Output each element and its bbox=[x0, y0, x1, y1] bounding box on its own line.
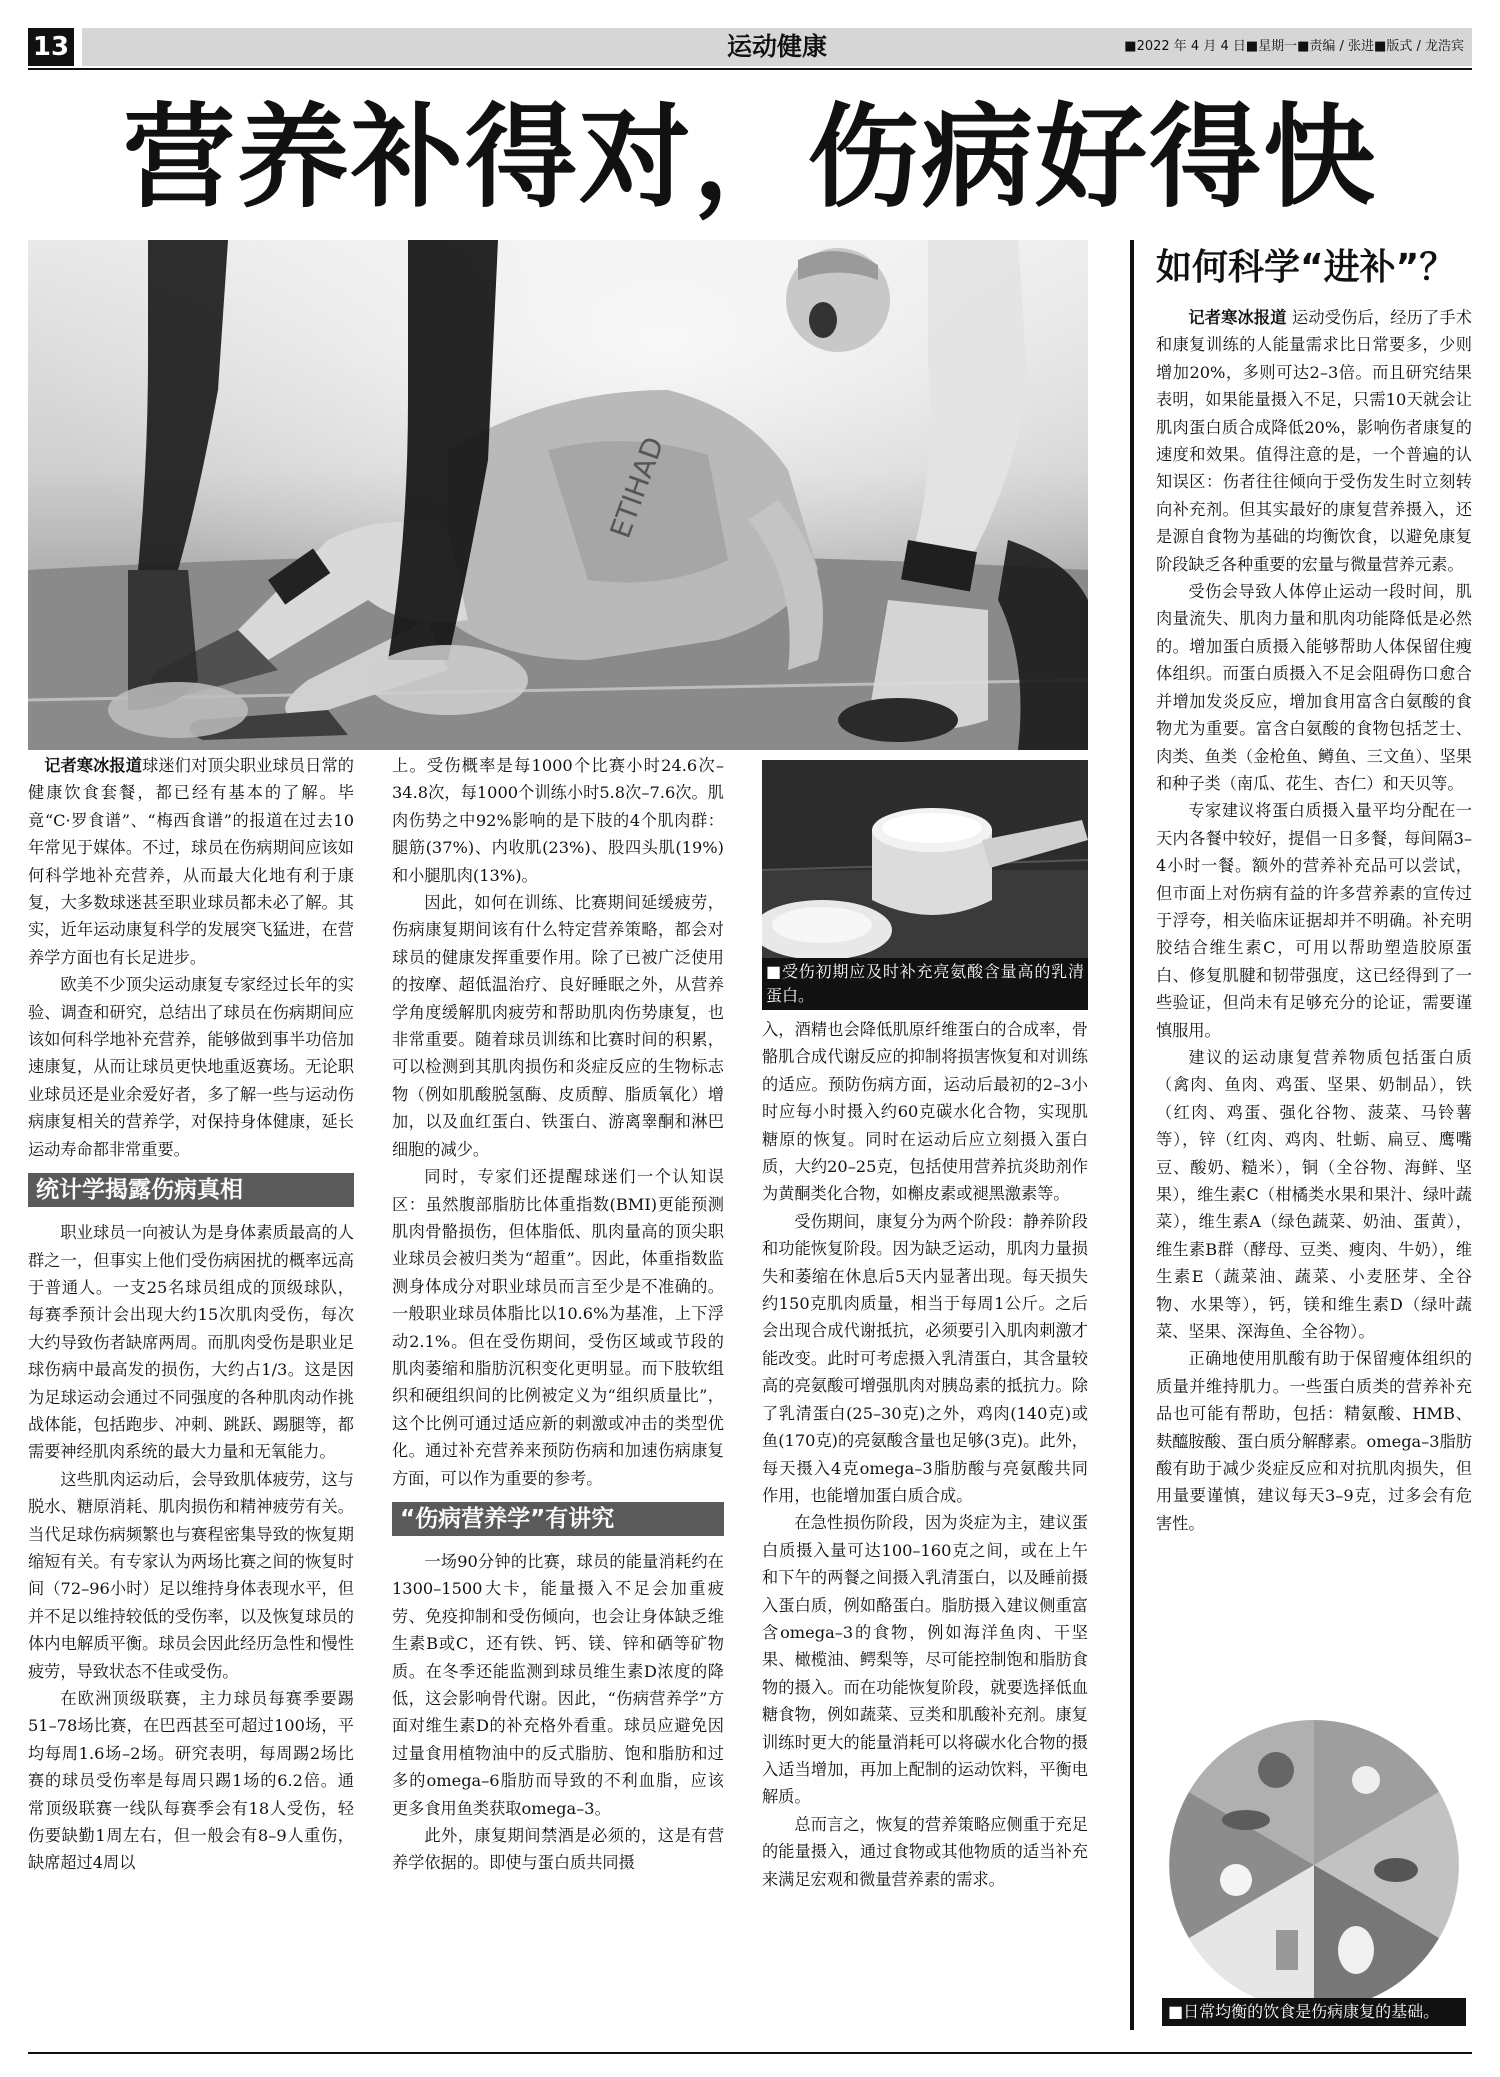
footer-divider bbox=[28, 2052, 1472, 2054]
sidebar-paragraph: 受伤会导致人体停止运动一段时间，肌肉量流失、肌肉力量和肌肉功能降低是必然的。增加蛋白质摄入能够帮助人体保留住瘦体组织。而蛋白质摄入不足会阻碍伤口愈合并增加发炎反应，增加食用富含白氨酸的食物尤为重要。富含白氨酸的食物包括芝士、肉类、鱼类（金枪鱼、鳟鱼、三文鱼）、坚果和种子类（南瓜、花生、杏仁）和天贝等。 bbox=[1156, 582, 1472, 793]
sidebar-paragraph bbox=[1156, 304, 1472, 578]
svg-text:ETIHAD: ETIHAD bbox=[603, 432, 671, 543]
page-header bbox=[28, 28, 1472, 66]
sidebar-paragraph: 建议的运动康复营养物质包括蛋白质（禽肉、鱼肉、鸡蛋、坚果、奶制品），铁（红肉、鸡蛋、强化谷物、菠菜、马铃薯等），锌（红肉、鸡肉、牡蛎、扁豆、鹰嘴豆、酸奶、糙米），铜（全谷物、海鲜、坚果），维生素C（柑橘类水果和果汁、绿叶蔬菜），维生素A（绿色蔬菜、奶油、蛋黄），维生素B群（酵母、豆类、瘦肉、牛奶），维生素E（蔬菜油、蔬菜、小麦胚芽、全谷物、水果等），钙，镁和维生素D（绿叶蔬菜、坚果、深海鱼、全谷物）。 bbox=[1156, 1047, 1472, 1342]
photo-caption: ■日常均衡的饮食是伤病康复的基础。 bbox=[1162, 1998, 1466, 2026]
article-paragraph: 入，酒精也会降低肌原纤维蛋白的合成率，骨骼肌合成代谢反应的抑制将损害恢复和对训练的适应。预防伤病方面，运动后最初的2–3小时应每小时摄入约60克碳水化合物，实现肌糖原的恢复。同时在运动后应立刻摄入蛋白质，大约20–25克，包括使用营养抗炎助剂作为黄酮类化合物，如槲皮素或褪黑激素等。 bbox=[762, 1020, 1088, 1204]
article-paragraph: 职业球员一向被认为是身体素质最高的人群之一，但事实上他们受伤病困扰的概率远高于普通人。一支25名球员组成的顶级球队，每赛季预计会出现大约15次肌肉受伤，每次大约导致伤者缺席两周。而肌肉受伤是职业足球伤病中最高发的损伤，大约占1/3。这是因为足球运动会通过不同强度的各种肌肉动作挑战体能，包括跑步、冲刺、跳跃、踢腿等，都需要神经肌肉系统的最大力量和无氧能力。 bbox=[28, 1223, 354, 1462]
article-column-3 bbox=[762, 760, 1088, 1893]
article-paragraph: 因此，如何在训练、比赛期间延缓疲劳，伤病康复期间该有什么特定营养策略，都会对球员的健康发挥重要作用。除了已被广泛使用的按摩、超低温治疗、良好睡眠之外，从营养学角度缓解肌肉疲劳和帮助肌肉伤势康复，也非常重要。随着球员训练和比赛时间的积累，可以检测到其肌肉损伤和炎症反应的生物标志物（例如肌酸脱氢酶、皮质醇、脂质氧化）增加，以及血红蛋白、铁蛋白、游离睾酮和淋巴细胞的减少。 bbox=[392, 893, 724, 1159]
subhead-statistics: 统计学揭露伤病真相 bbox=[28, 1173, 354, 1207]
header-divider bbox=[28, 68, 1472, 70]
paragraph-text: 运动受伤后，经历了手术和康复训练的人能量需求比日常要多，少则增加20%，多则可达2–3倍。而且研究结果表明，如果能量摄入不足，只需10天就会让肌肉蛋白质合成降低20%，影响伤者康复的速度和效果。值得注意的是，一个普遍的认知误区：伤者往往倾向于受伤发生时立刻转向补充剂。但其实最好的康复营养摄入，还是源自食物为基础的均衡饮食，以避免康复阶段缺乏各种重要的宏量与微量营养元素。 bbox=[1156, 308, 1472, 574]
paragraph-text: 球迷们对顶尖职业球员日常的健康饮食套餐，都已经有基本的了解。毕竟“C·罗食谱”、“梅西食谱”的报道在过去10年常见于媒体。不过，球员在伤病期间应该如何科学地补充营养，从而最大化地有利于康复，大多数球迷甚至职业球员都未必了解。其实，近年运动康复科学的发展突飞猛进，在营养学方面也有长足进步。 bbox=[28, 756, 354, 967]
article-paragraph: 总而言之，恢复的营养策略应侧重于充足的能量摄入，通过食物或其他物质的适当补充来满足宏观和微量营养素的需求。 bbox=[762, 1814, 1088, 1889]
article-paragraph: 受伤期间，康复分为两个阶段：静养阶段和功能恢复阶段。因为缺乏运动，肌肉力量损失和萎缩在休息后5天内显著出现。每天损失约150克肌肉质量，相当于每周1公斤。之后会出现合成代谢抵抗，必须要引入肌肉刺激才能改变。此时可考虑摄入乳清蛋白，其含量较高的亮氨酸可增强肌肉对胰岛素的抵抗力。除了乳清蛋白(25–30克)之外，鸡肉(140克)或鱼(170克)的亮氨酸含量也足够(3克)。此外，每天摄入4克omega–3脂肪酸与亮氨酸共同作用，也能增加蛋白质合成。 bbox=[762, 1211, 1088, 1505]
headline: 营养补得对，伤病好得快 bbox=[123, 92, 1377, 223]
article-paragraph: 上。受伤概率是每1000个比赛小时24.6次–34.8次，每1000个训练小时5.8次–7.6次。肌肉伤势之中92%影响的是下肢的4个肌肉群：腿筋(37%)、内收肌(23%)、股四头肌(19%)和小腿肌肉(13%)。 bbox=[392, 756, 724, 885]
article-paragraph: 一场90分钟的比赛，球员的能量消耗约在1300–1500大卡，能量摄入不足会加重疲劳、免疫抑制和受伤倾向，也会让身体缺乏维生素B或C，还有铁、钙、镁、锌和硒等矿物质。在冬季还能监测到球员维生素D浓度的降低，这会影响骨代谢。因此，“伤病营养学”方面对维生素D的补充格外看重。球员应避免因过量食用植物油中的反式脂肪、饱和脂肪和过多的omega–6脂肪而导致的不利血脂，应该更多食用鱼类获取omega–3。 bbox=[392, 1551, 724, 1818]
food-wheel-image bbox=[1156, 1700, 1472, 2032]
injured-player-photo bbox=[28, 240, 1088, 750]
sidebar-column bbox=[1156, 304, 1472, 1537]
article-column-1 bbox=[28, 752, 354, 1877]
section-bar bbox=[82, 28, 1472, 66]
dateline: ■2022 年 4 月 4 日■星期一■责编 / 张进■版式 / 龙浩宾 bbox=[1124, 39, 1464, 54]
whey-protein-photo bbox=[762, 760, 1088, 1010]
column-divider bbox=[1130, 240, 1134, 2030]
article-paragraph: 在急性损伤阶段，因为炎症为主，建议蛋白质摄入量可达100–160克之间，或在上午和下午的两餐之间摄入乳清蛋白，以及睡前摄入蛋白质，例如酪蛋白。脂肪摄入建议侧重富含omega–3的食物，例如海洋鱼肉、干坚果、橄榄油、鳄梨等，尽可能控制饱和脂肪食物的摄入。而在功能恢复阶段，就要选择低血糖食物，例如蔬菜、豆类和肌酸补充剂。康复训练时更大的能量消耗可以将碳水化合物的摄入适当增加，再加上配制的运动饮料，平衡电解质。 bbox=[762, 1513, 1088, 1807]
subhead-injury-nutrition: “伤病营养学”有讲究 bbox=[392, 1502, 724, 1536]
main-photo bbox=[28, 240, 1088, 750]
article-column-2 bbox=[392, 752, 724, 1877]
byline: 记者寒冰报道 bbox=[44, 756, 143, 775]
article-paragraph: 此外，康复期间禁酒是必须的，这是有营养学依据的。即使与蛋白质共同摄 bbox=[392, 1826, 724, 1873]
sidebar-title: 如何科学“进补”？ bbox=[1156, 247, 1456, 288]
balanced-diet-photo bbox=[1156, 1700, 1472, 2032]
sidebar-paragraph: 正确地使用肌酸有助于保留瘦体组织的质量并维持肌力。一些蛋白质类的营养补充品也可能有帮助，包括：精氨酸、HMB、麸醯胺酸、蛋白质分解酵素。omega–3脂肪酸有助于减少炎症反应和对抗肌肉损失，但用量要谨慎，建议每天3–9克，过多会有危害性。 bbox=[1156, 1349, 1472, 1533]
article-paragraph bbox=[28, 752, 354, 971]
article-paragraph: 在欧洲顶级联赛，主力球员每赛季要踢51–78场比赛，在巴西甚至可超过100场，平均每周1.6场–2场。研究表明，每周踢2场比赛的球员受伤率是每周只踢1场的6.2倍。通常顶级联赛一线队每赛季会有18人受伤，轻伤要缺勤1周左右，但一般会有8–9人重伤，缺席超过4周以 bbox=[28, 1689, 354, 1873]
sidebar-byline: 记者寒冰报道 bbox=[1188, 308, 1287, 327]
page-number: 13 bbox=[28, 28, 74, 66]
sidebar-paragraph: 专家建议将蛋白质摄入量平均分配在一天内各餐中较好，提倡一日多餐，每间隔3–4小时一餐。额外的营养补充品可以尝试，但市面上对伤病有益的许多营养素的宣传过于浮夸，相关临床证据却并不明确。补充明胶结合维生素C，可用以帮助塑造胶原蛋白、修复肌腱和韧带强度，这已经得到了一些验证，但尚未有足够充分的论证，需要谨慎服用。 bbox=[1156, 801, 1472, 1040]
article-paragraph: 同时，专家们还提醒球迷们一个认知误区：虽然腹部脂肪比体重指数(BMI)更能预测肌肉骨骼损伤，但体脂低、肌肉量高的顶尖职业球员会被归类为“超重”。因此，体重指数监测身体成分对职业球员而言至少是不准确的。一般职业球员体脂比以10.6%为基准，上下浮动2.1%。但在受伤期间，受伤区域或节段的肌肉萎缩和脂肪沉积变化更明显。而下肢软组织和硬组织间的比例被定义为“组织质量比”，这个比例可通过适应新的刺激或冲击的类型优化。通过补充营养来预防伤病和加速伤病康复方面，可以作为重要的参考。 bbox=[392, 1167, 724, 1488]
section-title: 运动健康 bbox=[726, 32, 827, 61]
article-paragraph: 欧美不少顶尖运动康复专家经过长年的实验、调查和研究，总结出了球员在伤病期间应该如何科学地补充营养，能够做到事半功倍加速康复，从而让球员更快地重返赛场。无论职业球员还是业余爱好者，多了解一些与运动伤病康复相关的营养学，对保持身体健康，延长运动寿命都非常重要。 bbox=[28, 975, 354, 1159]
article-paragraph: 这些肌肉运动后，会导致肌体疲劳，这与脱水、糖原消耗、肌肉损伤和精神疲劳有关。当代足球伤病频繁也与赛程密集导致的恢复期缩短有关。有专家认为两场比赛之间的恢复时间（72–96小时）足以维持身体表现水平，但并不足以维持较低的受伤率，以及恢复球员的体内电解质平衡。球员会因此经历急性和慢性疲劳，导致状态不佳或受伤。 bbox=[28, 1469, 354, 1681]
photo-caption: ■受伤初期应及时补充亮氨酸含量高的乳清蛋白。 bbox=[762, 958, 1088, 1010]
